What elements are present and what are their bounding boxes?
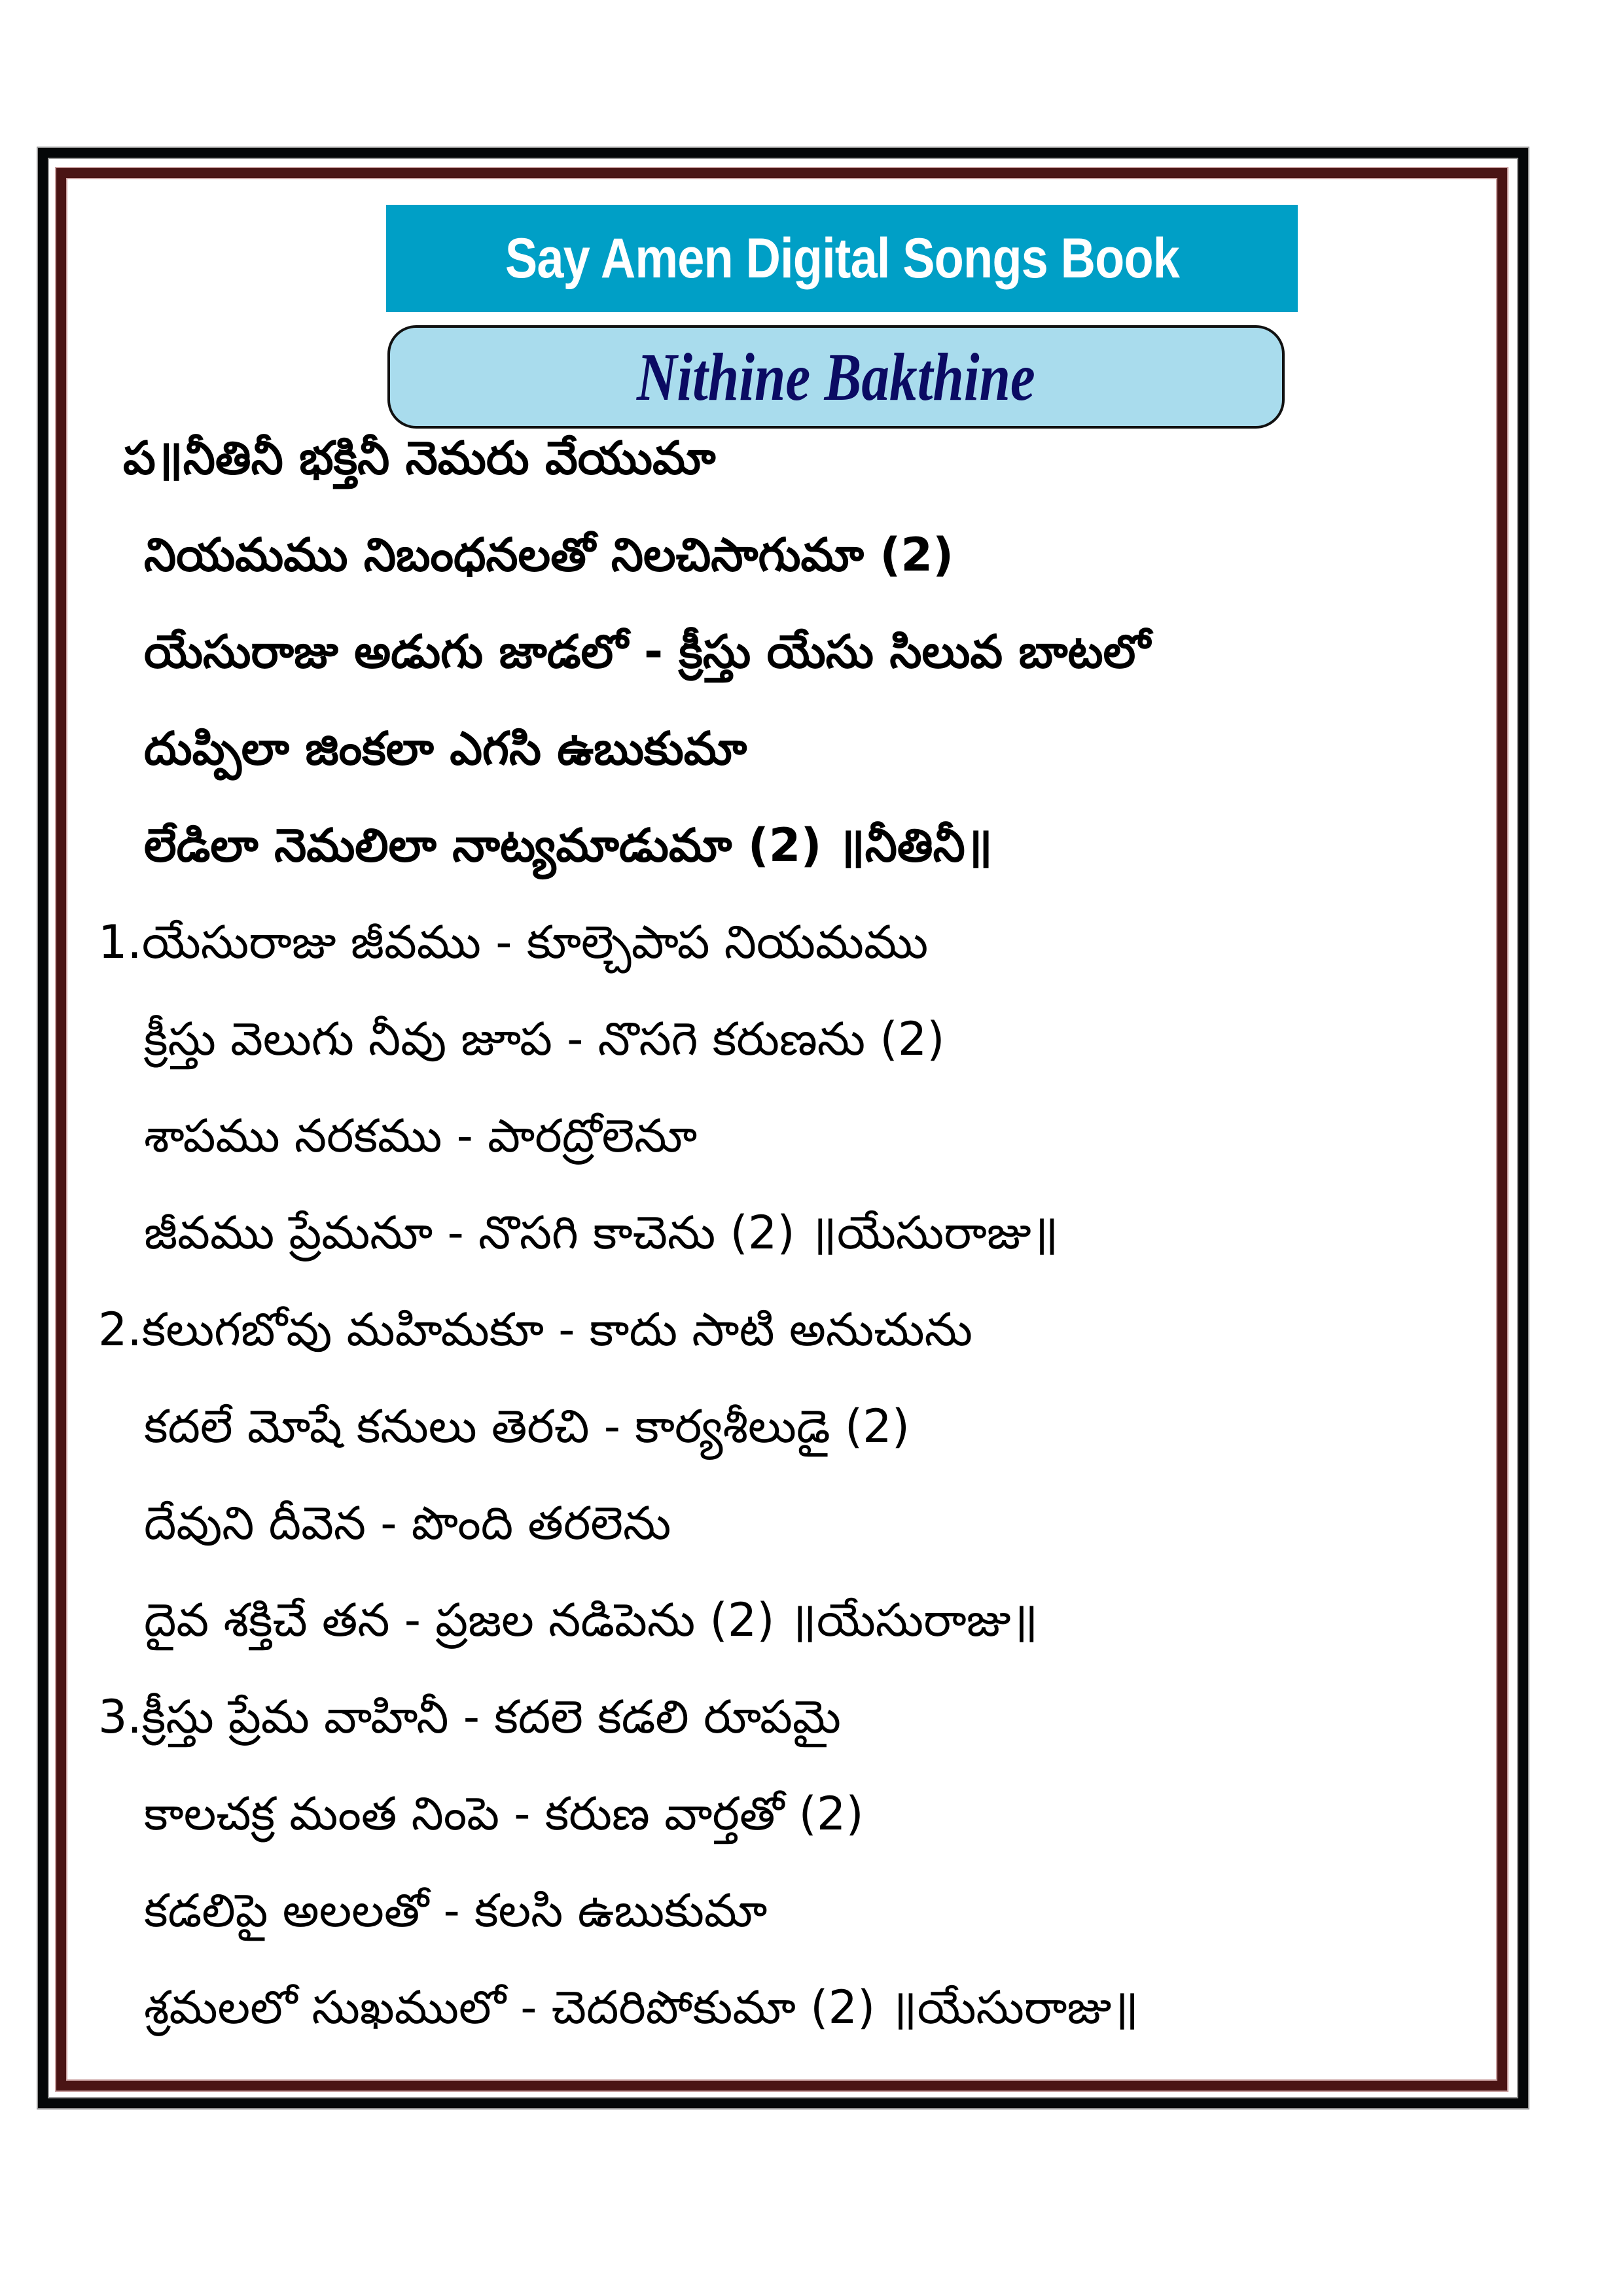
book-title-banner [386,205,1298,312]
verse-1-line: క్రీస్తు వెలుగు నీవు జూప - నొసగె కరుణను (2) [144,1012,945,1066]
verse-3-line: కడలిపై అలలతో - కలసి ఉబుకుమా [144,1884,768,1937]
chorus-line: లేడిలా నెమలిలా నాట్యమాడుమా (2) ॥నీతినీ॥ [144,819,993,872]
verse-3-line: శ్రమలలో సుఖములో - చెదరిపోకుమా (2) ॥యేసురాజు॥ [144,1981,1139,2034]
chorus-line: నియమము నిబంధనలతో నిలచిసాగుమా (2) [144,528,954,582]
chorus-line: యేసురాజు అడుగు జాడలో - క్రీస్తు యేసు సిలువ బాటలో [144,625,1150,679]
verse-3-line: 3.క్రీస్తు ప్రేమ వాహినీ - కదలె కడలి రూపమై [98,1690,841,1744]
verse-3-line: కాలచక్ర మంత నింపె - కరుణ వార్తతో (2) [144,1787,864,1841]
verse-1-line: 1.యేసురాజు జీవము - కూల్చెపాప నియమము [98,915,929,969]
verse-1-line: జీవము ప్రేమనూ - నొసగి కాచెను (2) ॥యేసురాజు॥ [144,1206,1059,1260]
song-title: Nithine Bakthine [637,339,1035,415]
verse-2-line: దైవ శక్తిచే తన - ప్రజల నడిపెను (2) ॥యేసురాజు॥ [144,1593,1039,1647]
chorus-line: దుప్పిలా జింకలా ఎగసి ఉబుకుమా [144,722,747,775]
song-title-box [387,325,1285,429]
book-title: Say Amen Digital Songs Book [505,226,1179,290]
verse-2-line: కదలే మోషే కనులు తెరచి - కార్యశీలుడై (2) [144,1400,910,1453]
chorus-line: ప॥నీతినీ భక్తినీ నెమరు వేయుమా [123,431,716,485]
verse-2-line: 2.కలుగబోవు మహిమకూ - కాదు సాటి అనుచును [98,1303,972,1356]
verse-1-line: శాపము నరకము - పారద్రోలెనూ [144,1109,698,1163]
verse-2-line: దేవుని దీవెన - పొంది తరలెను [144,1496,671,1550]
